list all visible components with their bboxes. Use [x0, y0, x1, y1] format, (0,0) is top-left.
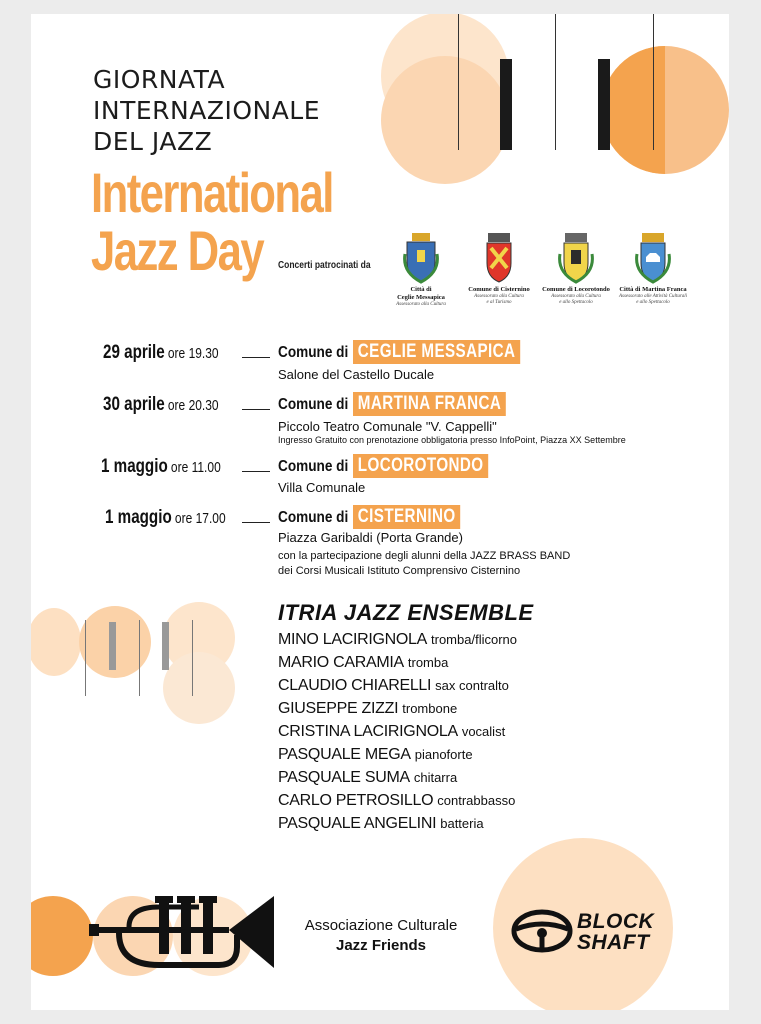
crest-name: Città di Martina Franca — [619, 286, 687, 293]
coat-of-arms-icon — [633, 232, 673, 284]
member-name: MARIO CARAMIA — [278, 654, 404, 671]
member-name: GIUSEPPE ZIZZI — [278, 700, 399, 717]
event-city-badge: CEGLIE MESSAPICA — [353, 340, 520, 364]
coat-of-arms-icon — [479, 232, 519, 284]
event-city-badge: CISTERNINO — [353, 505, 460, 529]
coat-of-arms-icon — [556, 232, 596, 284]
deco-circle-mid-1 — [31, 608, 81, 676]
piano-line — [555, 14, 556, 150]
piano-line — [139, 620, 140, 696]
deco-circle-top-2 — [381, 56, 509, 184]
title-italian — [93, 64, 320, 157]
event-city-badge: MARTINA FRANCA — [353, 392, 506, 416]
association-line-2: Jazz Friends — [335, 937, 427, 954]
member-role: contrabbasso — [437, 793, 516, 808]
crest-name: Comune di Locorotondo — [542, 286, 610, 293]
event-venue: Salone del Castello Ducale — [278, 367, 435, 382]
event-comune-label: Comune di — [278, 458, 349, 475]
piano-line — [85, 620, 86, 696]
association-line-1: Associazione Culturale — [304, 917, 458, 934]
event-date — [101, 456, 221, 478]
event-note: Ingresso Gratuito con prenotazione obbligatoria presso InfoPoint, Piazza XX Settembre — [278, 435, 626, 445]
member-row — [278, 746, 473, 764]
deco-circle-mid-4 — [163, 652, 235, 724]
title-line-1: GIORNATA — [93, 65, 226, 94]
member-role: tromba — [407, 655, 449, 670]
member-role: sax contralto — [435, 678, 509, 693]
event-note-line-2: dei Corsi Musicali Istituto Comprensivo Cisternino — [278, 565, 521, 577]
sponsor-line-2: SHAFT — [577, 931, 650, 954]
crest-sub: Assessorato alla Cultura — [396, 302, 446, 307]
title-english-line-1: International — [91, 161, 333, 224]
piano-line — [653, 14, 654, 150]
member-role: vocalist — [461, 724, 506, 739]
event-venue: Piazza Garibaldi (Porta Grande) — [278, 530, 463, 545]
event-comune-label: Comune di — [278, 396, 349, 413]
event-divider — [242, 471, 270, 472]
event-venue: Piccolo Teatro Comunale "V. Cappelli" — [278, 419, 497, 434]
deco-circle-bottom-1 — [31, 896, 93, 976]
event-divider — [242, 409, 270, 410]
time-text: ore 20.30 — [167, 397, 219, 414]
poster — [31, 14, 729, 1010]
sponsor-name — [577, 911, 654, 953]
piano-black-key — [500, 59, 512, 150]
piano-gray-key — [109, 622, 116, 670]
member-name: PASQUALE SUMA — [278, 769, 410, 786]
event-date — [105, 507, 226, 529]
member-role: chitarra — [413, 770, 458, 785]
event-comune-label: Comune di — [278, 509, 349, 526]
steering-wheel-icon — [511, 909, 573, 953]
crest-sub: Assessorato alla Cultura e allo Spettacolo — [551, 294, 601, 305]
title-line-2: INTERNAZIONALE — [93, 96, 321, 125]
date-text: 29 aprile — [103, 342, 165, 363]
association-name — [289, 916, 473, 956]
member-name: CARLO PETROSILLO — [278, 792, 434, 809]
deco-half-circle — [601, 46, 665, 174]
date-text: 30 aprile — [103, 394, 165, 415]
event-date — [103, 342, 219, 364]
member-name: MINO LACIRIGNOLA — [278, 631, 428, 648]
member-row — [278, 631, 517, 649]
member-role: batteria — [440, 816, 484, 831]
event-note-line-1: con la partecipazione degli alunni della JAZZ BRASS BAND — [278, 550, 571, 562]
date-text: 1 maggio — [101, 456, 168, 477]
crest-sub: Assessorato alla Cultura e al Turismo — [474, 294, 524, 305]
trumpet-icon — [89, 882, 284, 982]
member-name: CRISTINA LACIRIGNOLA — [278, 723, 458, 740]
sponsor-line-1: BLOCK — [577, 910, 655, 933]
piano-gray-key — [162, 622, 169, 670]
event-comune-label: Comune di — [278, 344, 349, 361]
event-divider — [242, 522, 270, 523]
piano-black-key — [598, 59, 610, 150]
date-text: 1 maggio — [105, 507, 172, 528]
time-text: ore 19.30 — [167, 345, 219, 362]
title-line-3: DEL JAZZ — [93, 127, 213, 156]
time-text: ore 17.00 — [174, 510, 226, 527]
crest-sub: Assessorato alle Attività Culturali e allo Spettacolo — [618, 294, 688, 305]
crest-name: Città di Ceglie Messapica — [397, 286, 445, 301]
member-name: PASQUALE ANGELINI — [278, 815, 437, 832]
event-divider — [242, 357, 270, 358]
member-role: trombone — [402, 701, 458, 716]
piano-line — [192, 620, 193, 696]
coat-of-arms-icon — [401, 232, 441, 284]
member-name: CLAUDIO CHIARELLI — [278, 677, 432, 694]
member-row — [278, 815, 484, 833]
crest-name: Comune di Cisternino — [468, 286, 530, 293]
event-city-badge: LOCOROTONDO — [353, 454, 488, 478]
title-english-line-2: Jazz Day — [91, 219, 264, 282]
piano-line — [458, 14, 459, 150]
event-venue: Villa Comunale — [278, 480, 366, 495]
ensemble-title: ITRIA JAZZ ENSEMBLE — [278, 600, 534, 625]
member-name: PASQUALE MEGA — [278, 746, 411, 763]
patronage-label: Concerti patrocinati da — [278, 260, 371, 271]
member-row — [278, 654, 448, 672]
member-row — [278, 677, 509, 695]
sponsor-logo — [511, 907, 691, 957]
member-row — [278, 769, 457, 787]
event-date — [103, 394, 219, 416]
member-row — [278, 792, 515, 810]
member-role: tromba/flicorno — [431, 632, 517, 647]
time-text: ore 11.00 — [170, 459, 221, 476]
crest-martina-franca — [603, 232, 703, 306]
member-row — [278, 723, 505, 741]
member-row — [278, 700, 457, 718]
member-role: pianoforte — [414, 747, 473, 762]
